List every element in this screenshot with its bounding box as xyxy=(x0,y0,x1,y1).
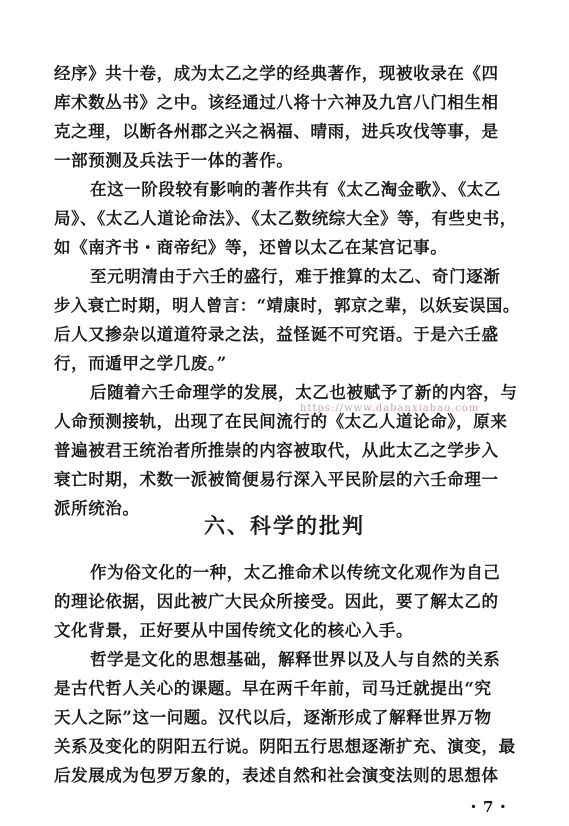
body-text-line: 克之理，以断各州郡之兴之祸福、晴雨，进兵攻伐等事，是 xyxy=(54,122,499,141)
body-text-line: 普遍被君王统治者所推崇的内容被取代，从此太乙之学步入 xyxy=(54,441,499,460)
body-text-line: 在这一阶段较有影响的著作共有《太乙淘金歌》、《太乙 xyxy=(90,180,501,199)
body-text-line: 的理论依据，因此被广大民众所接受。因此，要了解太乙的 xyxy=(54,592,499,611)
body-text-line: 一部预测及兵法于一体的著作。 xyxy=(54,151,294,170)
body-text-line: 是古代哲人关心的课题。早在两千年前，司马迁就提出“究 xyxy=(54,679,492,698)
section-heading: 六、科学的批判 xyxy=(204,513,365,538)
body-text-line: 经序》共十卷，成为太乙之学的经典著作，现被收录在《四 xyxy=(54,64,499,83)
watermark-text: https://www.dabanxiabao.com xyxy=(300,403,480,414)
body-text-line: 衰亡时期，术数一派被简便易行深入平民阶层的六壬命理一 xyxy=(54,470,499,489)
body-text-line: 后发展成为包罗万象的，表述自然和社会演变法则的思想体 xyxy=(54,766,499,785)
body-text-line: 后随着六壬命理学的发展，太乙也被赋予了新的内容，与 xyxy=(90,383,518,402)
body-text-line: 哲学是文化的思想基础，解释世界以及人与自然的关系 xyxy=(90,650,501,669)
body-text-line: 人命预测接轨，出现了在民间流行的《太乙人道论命》，原来 xyxy=(54,412,508,431)
page-number: ・7・ xyxy=(466,798,513,816)
body-text-line: 派所统治。 xyxy=(54,499,140,518)
body-text-line: 局》、《太乙人道论命法》、《太乙数统综大全》等，有些史书， xyxy=(54,209,517,228)
body-text-line: 步入衰亡时期，明人曾言：“靖康时，郭京之辈，以妖妄误国。 xyxy=(54,296,520,315)
body-text-line: 文化背景，正好要从中国传统文化的核心入手。 xyxy=(54,621,414,640)
body-text-line: 行，而遁甲之学几废。” xyxy=(54,354,227,373)
body-text-line: 作为俗文化的一种，太乙推命术以传统文化观作为自己 xyxy=(90,563,501,582)
body-text-line: 至元明清由于六壬的盛行，难于推算的太乙、奇门逐渐 xyxy=(90,267,501,286)
body-text-line: 如《南齐书・商帝纪》等，还曾以太乙在某宫记事。 xyxy=(54,238,448,257)
body-text-line: 后人又掺杂以道道符录之法，益怪诞不可究语。于是六壬盛 xyxy=(54,325,499,344)
body-text-line: 库术数丛书》之中。该经通过八将十六神及九宫八门相生相 xyxy=(54,93,499,112)
body-text-line: 天人之际”这一问题。汉代以后，逐渐形成了解释世界万物 xyxy=(54,708,492,727)
body-text-line: 关系及变化的阴阳五行说。阴阳五行思想逐渐扩充、演变，最 xyxy=(54,737,516,756)
